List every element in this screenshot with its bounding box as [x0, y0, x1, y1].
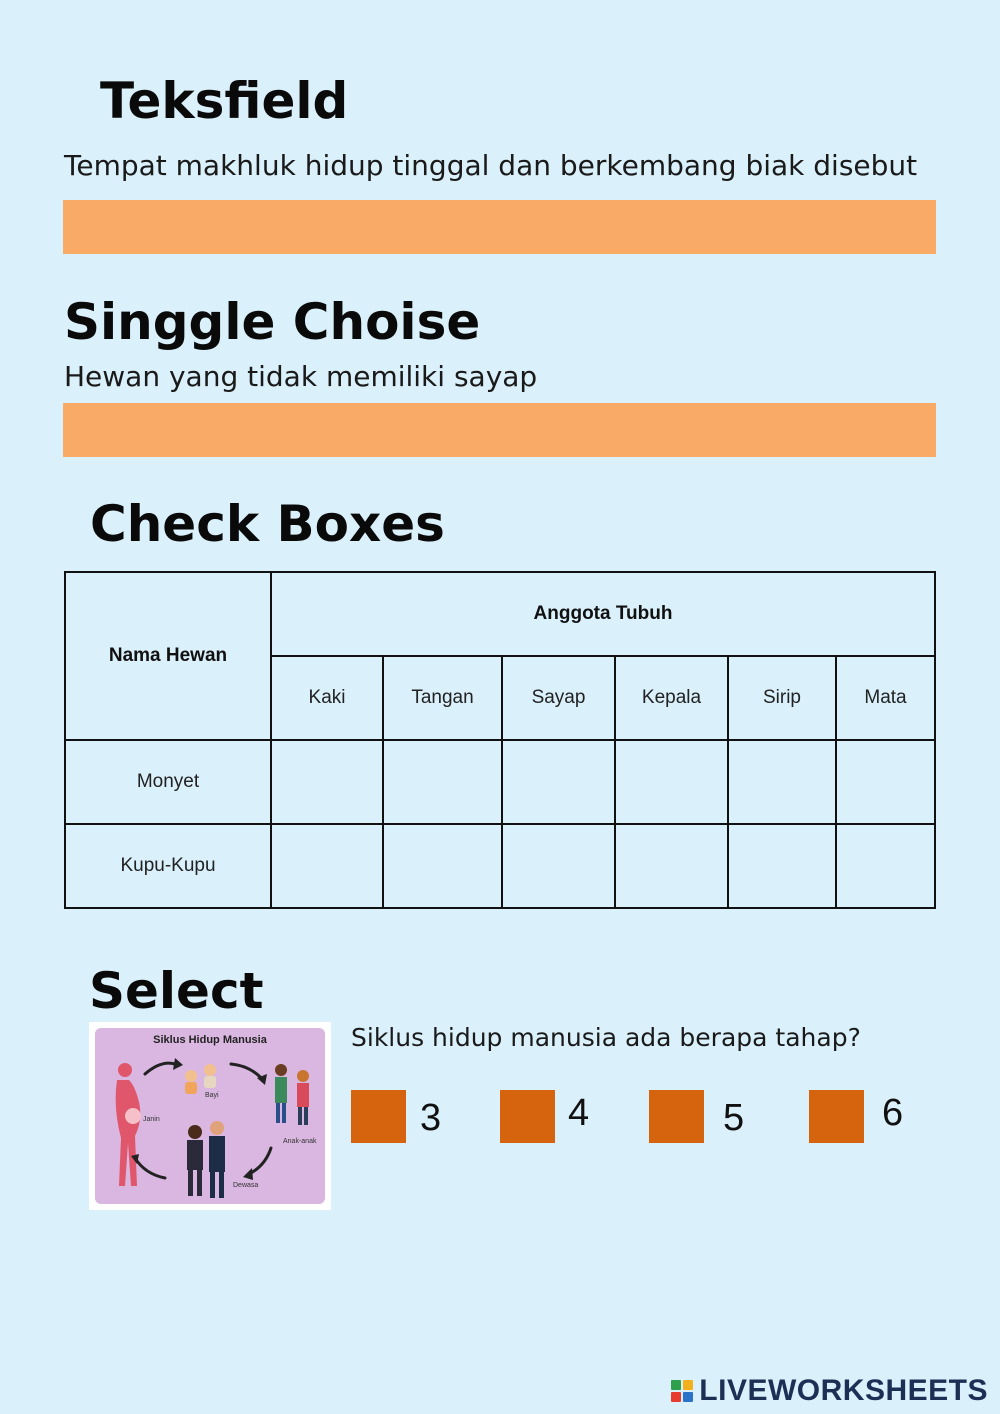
checkbox-cell[interactable]: [615, 740, 728, 824]
image-label-bayi: Bayi: [205, 1092, 219, 1099]
table-row-kupu-kupu: [65, 824, 935, 908]
life-cycle-image: [89, 1022, 331, 1210]
checkbox-table: [64, 571, 936, 909]
column-header-sayap: Sayap: [502, 656, 615, 740]
column-header-kaki: Kaki: [271, 656, 383, 740]
group-header-cell: Anggota Tubuh: [271, 572, 935, 656]
section-title-checkboxes: Check Boxes: [90, 495, 445, 553]
section-title-single-choice: Singgle Choise: [64, 293, 481, 351]
column-header-kepala: Kepala: [615, 656, 728, 740]
checkbox-cell[interactable]: [836, 740, 935, 824]
life-cycle-illustration: [95, 1028, 325, 1204]
column-header-tangan: Tangan: [383, 656, 502, 740]
checkbox-cell[interactable]: [502, 824, 615, 908]
row-label-monyet: Monyet: [65, 740, 271, 824]
checkbox-cell[interactable]: [728, 740, 836, 824]
checkbox-cell[interactable]: [502, 740, 615, 824]
select-question: Siklus hidup manusia ada berapa tahap?: [351, 1023, 861, 1052]
checkbox-cell[interactable]: [271, 824, 383, 908]
checkbox-cell[interactable]: [728, 824, 836, 908]
table-row-monyet: [65, 740, 935, 824]
textfield-question: Tempat makhluk hidup tinggal dan berkembang biak disebut: [64, 149, 918, 182]
textfield-answer-input[interactable]: [63, 200, 936, 254]
liveworksheets-logo-icon: [671, 1380, 693, 1402]
image-caption: Siklus Hidup Manusia: [153, 1034, 267, 1046]
image-label-dewasa: Dewasa: [233, 1182, 259, 1189]
option-box-3[interactable]: [351, 1090, 406, 1143]
row-header-cell: Nama Hewan: [65, 572, 271, 740]
option-box-4[interactable]: [500, 1090, 555, 1143]
option-label-6: 6: [882, 1092, 904, 1134]
option-box-6[interactable]: [809, 1090, 864, 1143]
checkbox-cell[interactable]: [271, 740, 383, 824]
single-choice-question: Hewan yang tidak memiliki sayap: [64, 360, 538, 393]
column-header-sirip: Sirip: [728, 656, 836, 740]
logo-text: LIVEWORKSHEETS: [699, 1374, 988, 1407]
image-label-janin: Janin: [143, 1116, 160, 1123]
option-box-5[interactable]: [649, 1090, 704, 1143]
option-label-4: 4: [568, 1092, 590, 1134]
single-choice-answer-dropdown[interactable]: [63, 403, 936, 457]
checkbox-cell[interactable]: [383, 824, 502, 908]
row-label-kupu-kupu: Kupu-Kupu: [65, 824, 271, 908]
checkbox-cell[interactable]: [836, 824, 935, 908]
option-label-3: 3: [420, 1097, 442, 1139]
column-header-mata: Mata: [836, 656, 935, 740]
section-title-textfield: Teksfield: [100, 72, 349, 130]
checkbox-cell[interactable]: [615, 824, 728, 908]
liveworksheets-logo: [671, 1374, 988, 1408]
section-title-select: Select: [89, 962, 264, 1020]
image-label-anak: Anak-anak: [283, 1138, 317, 1145]
checkbox-cell[interactable]: [383, 740, 502, 824]
option-label-5: 5: [723, 1097, 745, 1139]
